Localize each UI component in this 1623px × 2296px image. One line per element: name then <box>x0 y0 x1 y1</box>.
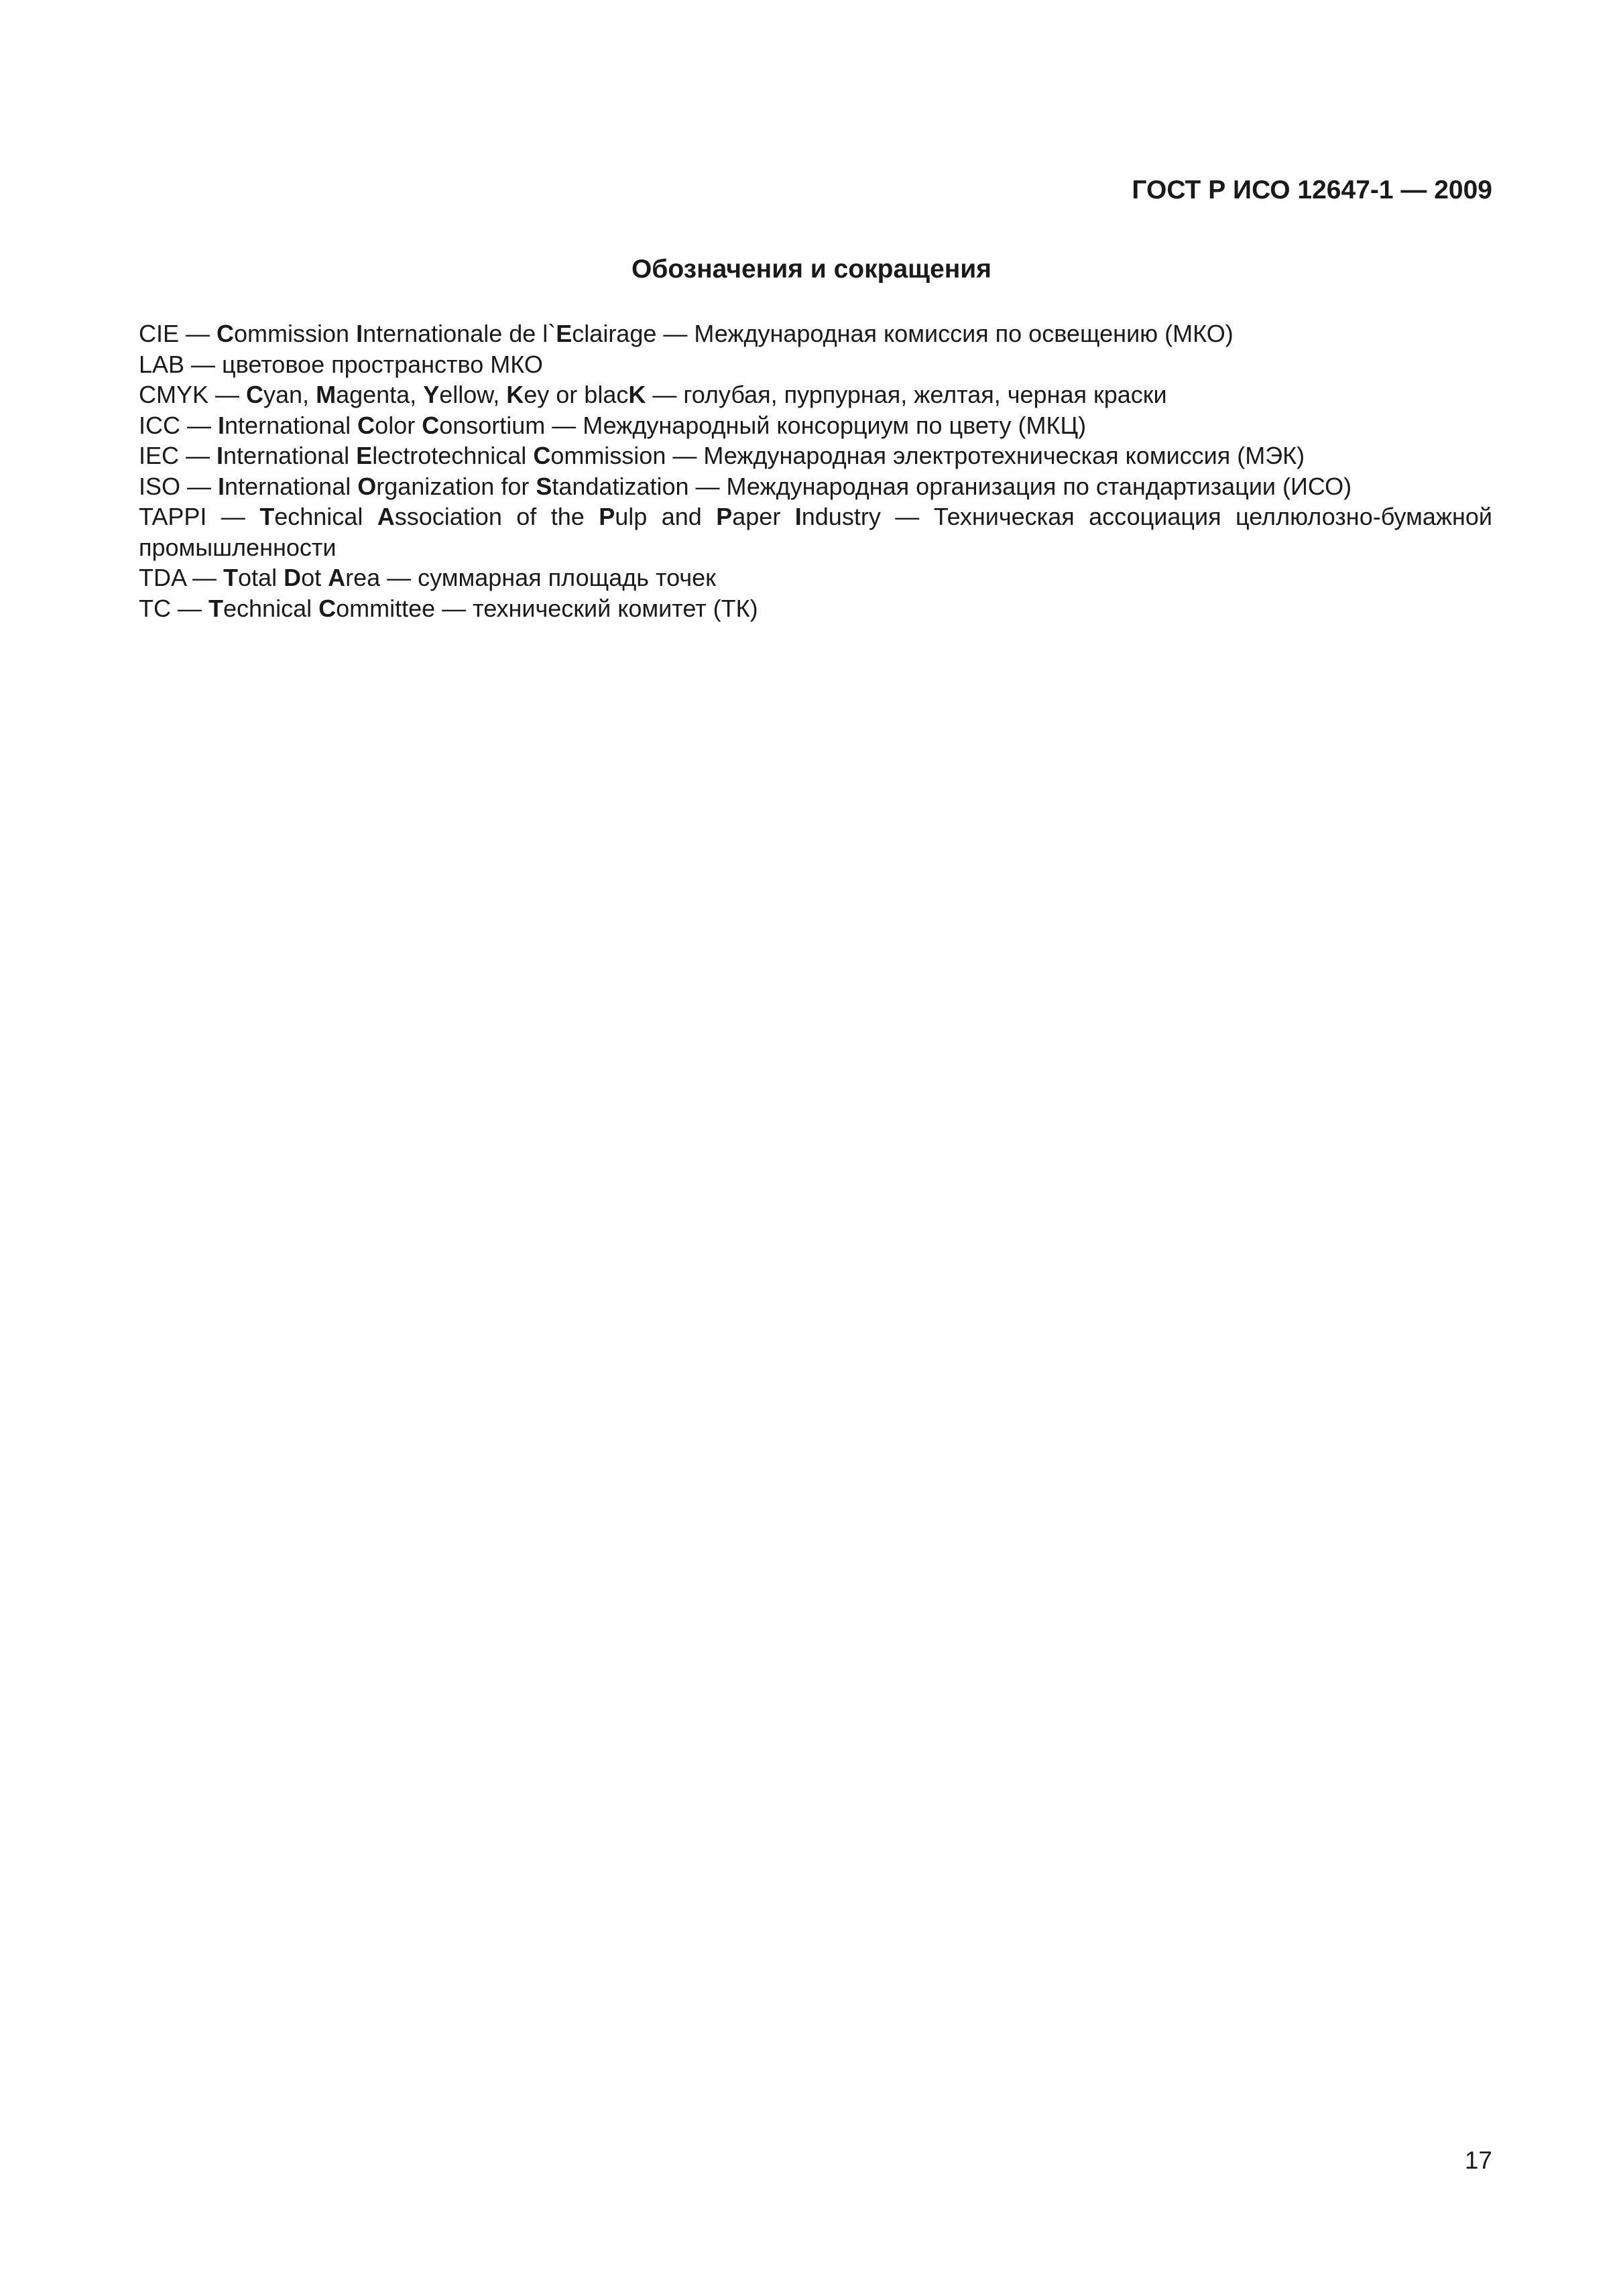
abbreviation-key-letter: Y <box>423 381 440 408</box>
abbreviation-key-letter: I <box>794 503 802 530</box>
abbreviation-key-letter: I <box>356 320 363 347</box>
abbreviation-key-letter: A <box>377 503 395 530</box>
page-number: 17 <box>1464 2147 1492 2174</box>
abbreviation-key-letter: C <box>318 594 337 622</box>
abbreviation-text: rganization for <box>376 472 536 500</box>
abbreviation-key-letter: K <box>628 381 646 408</box>
abbreviation-key-letter: C <box>422 411 440 439</box>
abbreviation-key-letter: P <box>716 503 733 530</box>
standard-header: ГОСТ Р ИСО 12647-1 — 2009 <box>1132 176 1492 204</box>
abbreviation-text: tandatization — Международная организация по стандартизации (ИСО) <box>552 472 1352 500</box>
abbreviation-key-letter: O <box>357 472 377 500</box>
abbreviation-key-letter: I <box>218 411 225 439</box>
abbreviation-key-letter: P <box>599 503 615 530</box>
abbreviation-text: TC — <box>139 594 208 622</box>
abbreviation-key-letter: D <box>284 564 302 591</box>
abbreviation-key-letter: I <box>218 472 225 500</box>
abbreviation-text: clairage — Международная комиссия по освещению (МКО) <box>572 320 1234 347</box>
abbreviation-text: ulp and <box>615 503 717 530</box>
abbreviation-key-letter: K <box>506 381 524 408</box>
abbreviation-key-letter: T <box>223 564 239 591</box>
abbreviation-text: ommission <box>234 320 357 347</box>
abbreviation-text: ndustry — Техническая ассоциация целлюлозно-бумажной промышленности <box>139 503 1492 561</box>
abbreviation-key-letter: E <box>356 442 373 469</box>
abbreviations-list <box>139 318 1492 623</box>
abbreviation-text: ot <box>301 564 328 591</box>
abbreviation-text: ey or blac <box>524 381 629 408</box>
abbreviation-key-letter: C <box>246 381 264 408</box>
abbreviation-text: echnical <box>223 594 319 622</box>
abbreviation-entry <box>139 562 1492 593</box>
abbreviation-key-letter: T <box>208 594 223 622</box>
abbreviation-key-letter: T <box>259 503 275 530</box>
abbreviation-text: ellow, <box>439 381 507 408</box>
abbreviation-text: — голубая, пурпурная, желтая, черная краски <box>646 381 1167 408</box>
abbreviation-text: nternational <box>225 472 358 500</box>
abbreviation-text: CIE — <box>139 320 217 347</box>
abbreviation-key-letter: M <box>316 381 337 408</box>
abbreviation-key-letter: S <box>536 472 552 500</box>
abbreviation-entry <box>139 318 1492 349</box>
abbreviation-text: LAB — цветовое пространство МКО <box>139 350 543 378</box>
abbreviation-entry <box>139 440 1492 471</box>
abbreviation-text: ICC — <box>139 411 219 439</box>
abbreviation-text: onsortium — Международный консорциум по цвету (МКЦ) <box>439 411 1087 439</box>
abbreviation-text: ommission — Международная электротехническая комиссия (МЭК) <box>550 442 1305 469</box>
abbreviation-entry <box>139 379 1492 410</box>
abbreviation-text: ssociation of the <box>394 503 599 530</box>
abbreviation-text: nternational <box>225 411 358 439</box>
abbreviation-key-letter: E <box>556 320 573 347</box>
abbreviation-text: yan, <box>263 381 316 408</box>
abbreviation-entry <box>139 501 1492 562</box>
abbreviation-text: nternationale de l` <box>363 320 556 347</box>
abbreviation-text: CMYK — <box>139 381 247 408</box>
abbreviation-key-letter: C <box>357 411 375 439</box>
abbreviation-text: nternational <box>223 442 357 469</box>
abbreviation-key-letter: A <box>328 564 346 591</box>
abbreviation-key-letter: C <box>217 320 235 347</box>
abbreviation-text: olor <box>375 411 422 439</box>
abbreviation-entry <box>139 410 1492 441</box>
abbreviation-text: IEC — <box>139 442 217 469</box>
abbreviation-text: TAPPI — <box>139 503 260 530</box>
abbreviation-text: rea — суммарная площадь точек <box>345 564 716 591</box>
section-title: Обозначения и сокращения <box>631 255 992 284</box>
abbreviation-text: agenta, <box>336 381 424 408</box>
abbreviation-text: ommittee — технический комитет (ТК) <box>336 594 758 622</box>
abbreviation-text: lectrotechnical <box>372 442 534 469</box>
abbreviation-key-letter: I <box>217 442 224 469</box>
abbreviation-entry <box>139 349 1492 380</box>
abbreviation-text: echnical <box>274 503 377 530</box>
abbreviation-text: ISO — <box>139 472 219 500</box>
abbreviation-entry <box>139 471 1492 502</box>
abbreviation-text: TDA — <box>139 564 224 591</box>
abbreviation-key-letter: C <box>533 442 551 469</box>
abbreviation-text: aper <box>732 503 795 530</box>
abbreviation-text: otal <box>238 564 284 591</box>
abbreviation-entry <box>139 593 1492 624</box>
